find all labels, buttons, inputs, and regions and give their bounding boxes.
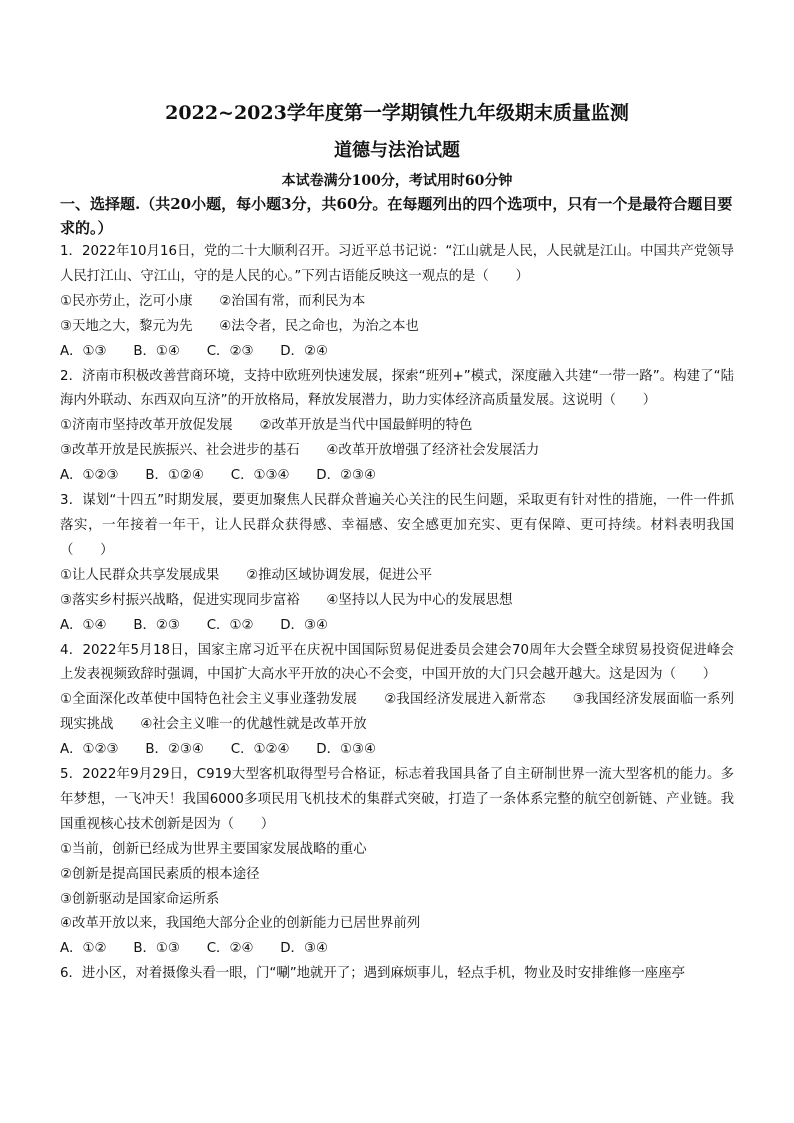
question-stem: 1．2022年10月16日，党的二十大顺利召开。习近平总书记说：“江山就是人民，人民就是江山。中国共产党领导人民打江山、守江山，守的是人民的心。”下列古语能反映这一观点的是（ ） bbox=[60, 244, 734, 284]
exam-note: 本试卷满分100分，考试用时60分钟 bbox=[281, 173, 513, 189]
question-stem: 4．2022年5月18日，国家主席习近平在庆祝中国国际贸易促进委员会建会70周年大会暨全球贸易投资促进峰会上发表视频致辞时强调，中国扩大高水平开放的决心不会变，中国开放的大门只会越开越大。这是因为（ ） bbox=[60, 642, 734, 683]
question-statement: ③创新驱动是国家命运所系 bbox=[60, 891, 220, 907]
section-heading: 一、选择题.（共20小题，每小题3分，共60分。在每题列出的四个选项中，只有一个是最符合题目要求的。） bbox=[60, 195, 733, 237]
question-statement: ①民亦劳止，汔可小康 ②治国有常，而利民为本 bbox=[60, 293, 366, 309]
question-stem: 6．进小区，对着摄像头看一眼，门“唰”地就开了；遇到麻烦事儿，轻点手机，物业及时安排维修一座座亭 bbox=[60, 966, 685, 982]
question-stem: 5．2022年9月29日，C919大型客机取得型号合格证，标志着我国具备了自主研制世界一流大型客机的能力。多年梦想，一飞冲天！我国6000多项民用飞机技术的集群式突破，打造了一条体系完整的航空创新链、产业链。我国重视核心技术创新是因为（ ） bbox=[60, 767, 734, 832]
question-5 bbox=[60, 763, 734, 962]
question-statement: ③改革开放是民族振兴、社会进步的基石 ④改革开放增强了经济社会发展活力 bbox=[60, 443, 540, 459]
question-options: A．①②③ B．②③④ C．①②④ D．①③④ bbox=[60, 742, 376, 758]
question-list bbox=[60, 240, 734, 987]
question-stem: 2．济南市积极改善营商环境，支持中欧班列快速发展，探索“班列+”模式，深度融入共建“一带一路”。构建了“陆海内外联动、东西双向互济”的开放格局，释放发展潜力，助力实体经济高质量发展。这说明（ ） bbox=[60, 368, 734, 409]
question-statement: ③落实乡村振兴战略，促进实现同步富裕 ④坚持以人民为中心的发展思想 bbox=[60, 592, 513, 608]
question-6 bbox=[60, 962, 734, 987]
question-options: A．①④ B．②③ C．①② D．③④ bbox=[60, 617, 328, 633]
question-statement: ①全面深化改革使中国特色社会主义事业蓬勃发展 ②我国经济发展进入新常态 ③我国经济发展面临一系列现实挑战 ④社会主义唯一的优越性就是改革开放 bbox=[60, 692, 734, 733]
question-statement: ④改革开放以来，我国绝大部分企业的创新能力已居世界前列 bbox=[60, 916, 421, 932]
question-options: A．①② B．①③ C．②④ D．③④ bbox=[60, 941, 328, 957]
question-options: A．①②③ B．①②④ C．①③④ D．②③④ bbox=[60, 468, 376, 484]
question-options: A．①③ B．①④ C．②③ D．②④ bbox=[60, 343, 328, 359]
exam-title: 2022~2023学年度第一学期镇性九年级期末质量监测 bbox=[165, 102, 629, 124]
question-1 bbox=[60, 240, 734, 365]
question-statement: ③天地之大，黎元为先 ④法令者，民之命也，为治之本也 bbox=[60, 318, 419, 334]
question-statement: ①让人民群众共享发展成果 ②推动区域协调发展，促进公平 bbox=[60, 567, 433, 583]
question-3 bbox=[60, 489, 734, 638]
question-statement: ②创新是提高国民素质的根本途径 bbox=[60, 866, 260, 882]
exam-subtitle: 道德与法治试题 bbox=[334, 140, 460, 161]
question-stem: 3．谋划“十四五”时期发展，要更加聚焦人民群众普遍关心关注的民生问题，采取更有针对性的措施，一件一件抓落实，一年接着一年干，让人民群众获得感、幸福感、安全感更加充实、更有保障、更可持续。材料表明我国（ ） bbox=[60, 493, 734, 558]
question-4 bbox=[60, 639, 734, 764]
question-statement: ①济南市坚持改革开放促发展 ②改革开放是当代中国最鲜明的特色 bbox=[60, 418, 473, 434]
question-2 bbox=[60, 365, 734, 490]
question-statement: ①当前，创新已经成为世界主要国家发展战略的重心 bbox=[60, 841, 367, 857]
